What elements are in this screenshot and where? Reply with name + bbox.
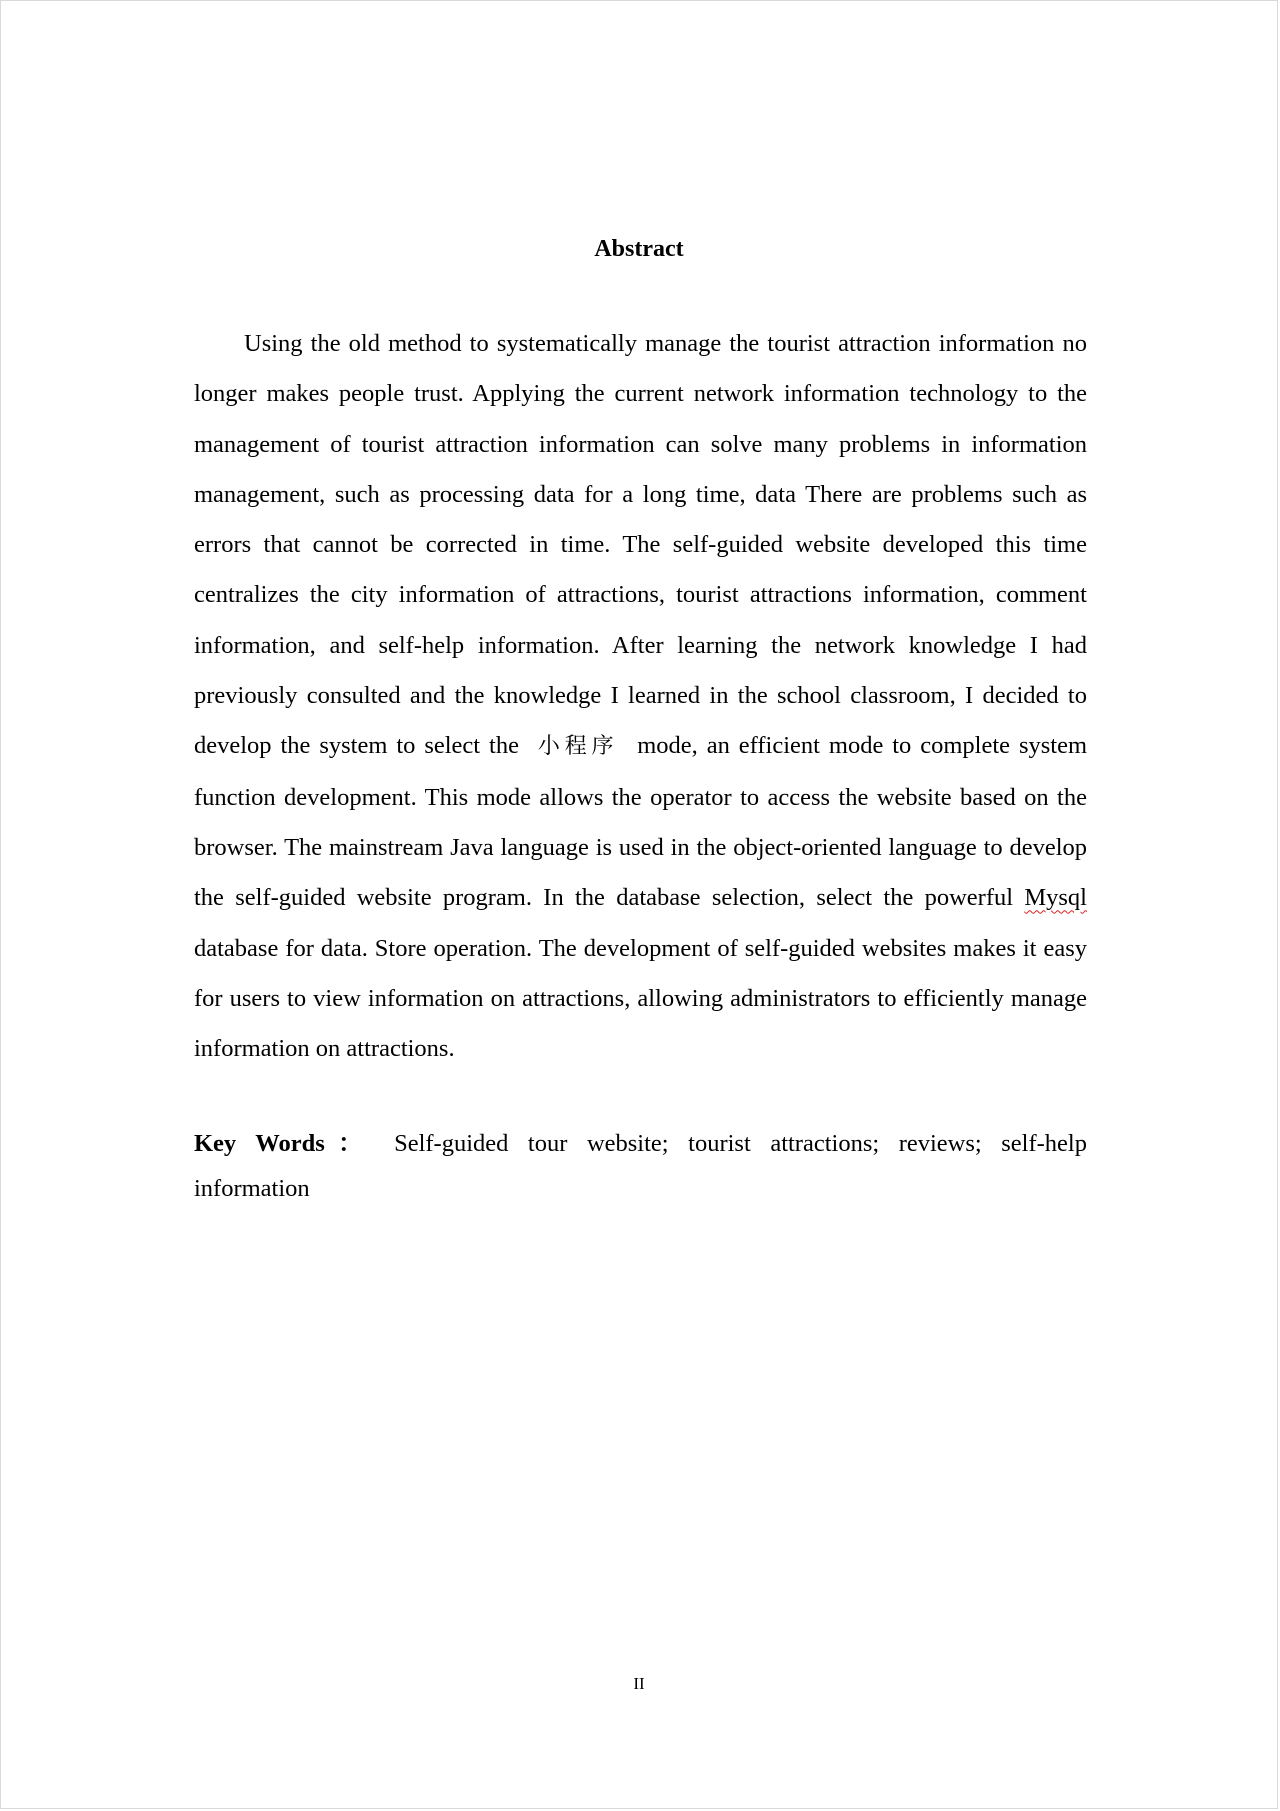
abstract-text-part3: database for data. Store operation. The development of self-guided websites makes it easy for users to view information on attractions, allowing administrators to efficiently manage information on attractions. <box>194 934 1087 1063</box>
keywords-text: Self-guided tour website; tourist attractions; reviews; self-help information <box>194 1130 1087 1202</box>
keywords-label: Key Words： <box>194 1130 377 1157</box>
page-number: II <box>633 1674 645 1693</box>
cjk-term: 小程序 <box>537 734 619 760</box>
abstract-text-part1: Using the old method to systematically manage the tourist attraction information no longer makes people trust. Applying the current network information technology to the management of tourist attraction information can solve many problems in information management, such as processing data for a long time, data There are problems such as errors that cannot be corrected in time. The self-guided website developed this time centralizes the city information of attractions, tourist attractions information, comment information, and self-help information. After learning the network knowledge I had previously consulted and the knowledge I learned in the school classroom, I decided to develop the system to select the <box>194 330 1087 760</box>
mysql-term-spellcheck: Mysql <box>1024 884 1087 912</box>
keywords-line <box>194 1121 1087 1211</box>
abstract-text-part2: mode, an efficient mode to complete system function development. This mode allows the operator to access the website based on the browser. The mainstream Java language is used in the object-oriented language to develop the self-guided website program. In the database selection, select the powerful <box>194 732 1088 912</box>
abstract-paragraph <box>194 319 1087 1074</box>
abstract-title: Abstract <box>594 236 684 262</box>
